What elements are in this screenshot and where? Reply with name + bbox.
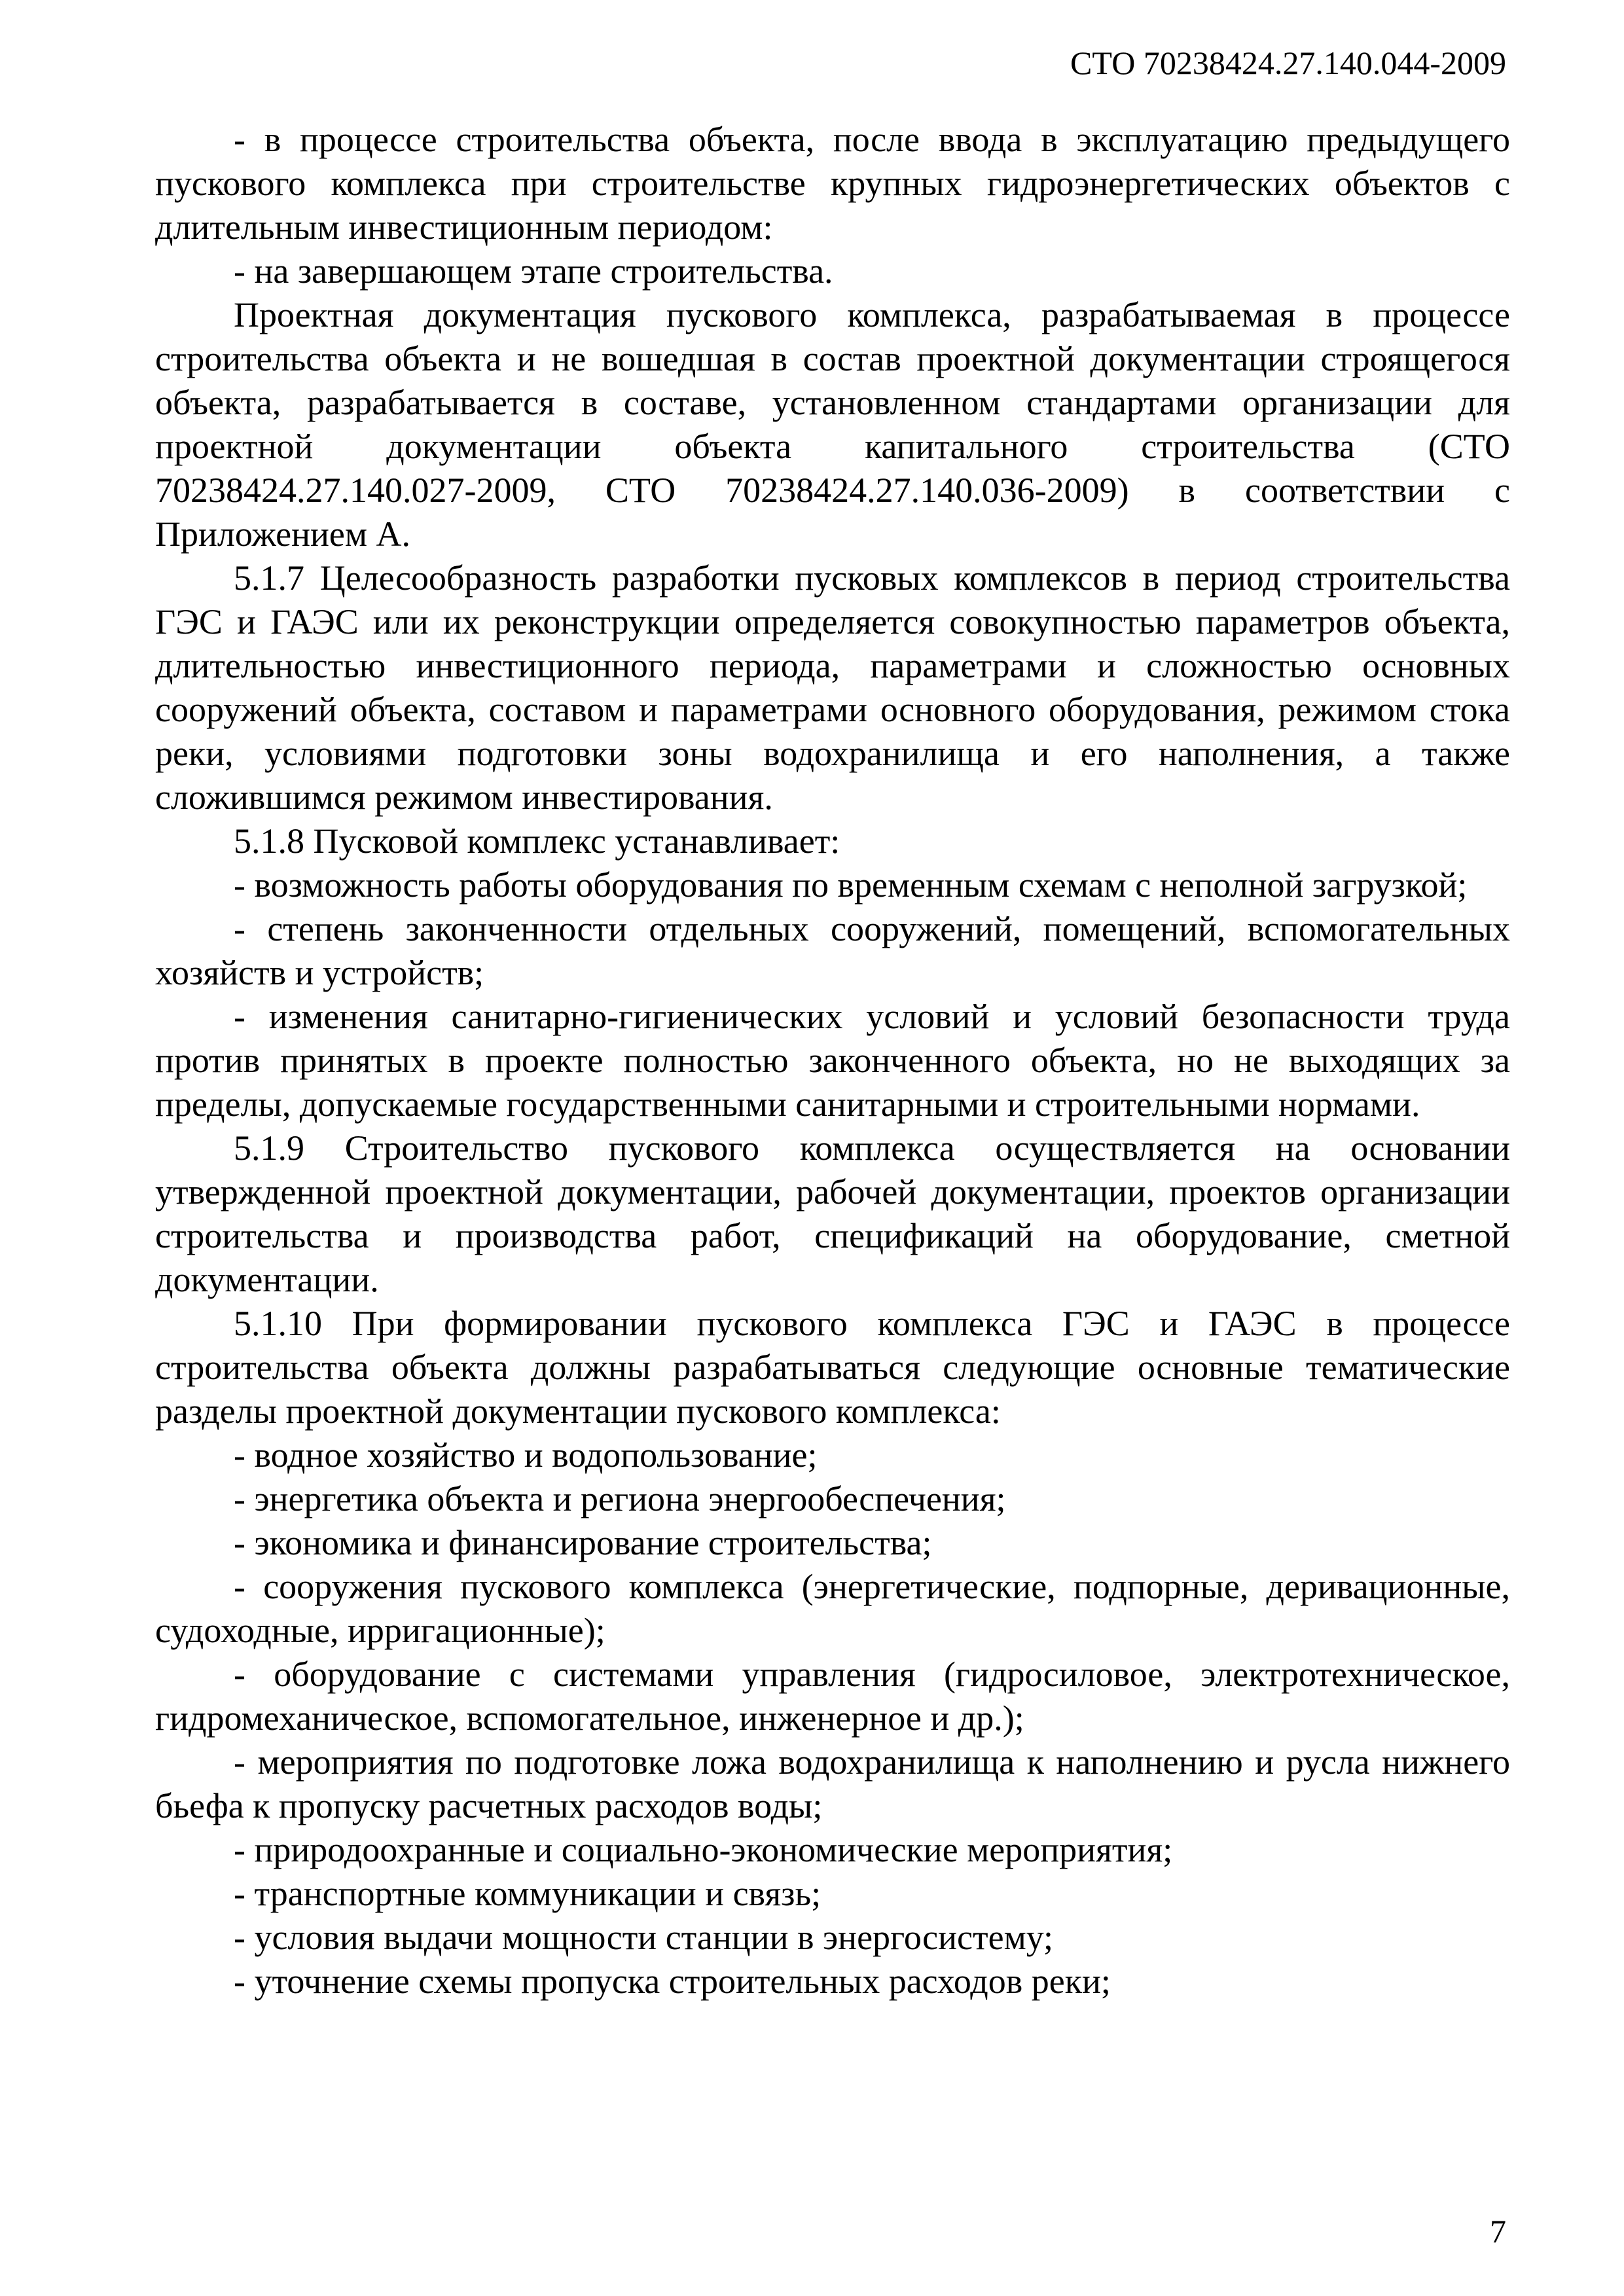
document-body	[155, 118, 1510, 2003]
list-item-7: - сооружения пускового комплекса (энергетические, подпорные, деривационные, судоходные, ирригационные);	[155, 1567, 1510, 1650]
paragraph-5-1-7: 5.1.7 Целесообразность разработки пусковых комплексов в период строительства ГЭС и ГАЭС или их реконструкции определяется совокупностью параметров объекта, длительностью инвестиционного периода, параметрами и сложностью основных сооружений объекта, составом и параметрами основного оборудования, режимом стока реки, условиями подготовки зоны водохранилища и его наполнения, а также сложившимся режимом инвестирования.	[155, 558, 1510, 817]
paragraph-3: Проектная документация пускового комплекса, разрабатываемая в процессе строительства объекта и не вошедшая в состав проектной документации строящегося объекта, разрабатывается в составе, установленном стандартами организации для проектной документации объекта капитального строительства (СТО 70238424.27.140.027-2009, СТО 70238424.27.140.036-2009) в соответствии с Приложением А.	[155, 295, 1510, 554]
list-item-4: - водное хозяйство и водопользование;	[234, 1435, 818, 1475]
list-item-6: - экономика и финансирование строительства;	[234, 1523, 932, 1562]
paragraph-2: - на завершающем этапе строительства.	[234, 251, 833, 291]
paragraph-1: - в процессе строительства объекта, после ввода в эксплуатацию предыдущего пускового комплекса при строительстве крупных гидроэнергетических объектов с длительным инвестиционным периодом:	[155, 120, 1510, 247]
list-item-2: - степень законченности отдельных сооружений, помещений, вспомогательных хозяйств и устройств;	[155, 909, 1510, 992]
list-item-1: - возможность работы оборудования по временным схемам с неполной загрузкой;	[234, 865, 1468, 905]
list-item-13: - уточнение схемы пропуска строительных расходов реки;	[234, 1962, 1111, 2001]
list-item-3: - изменения санитарно-гигиенических условий и условий безопасности труда против принятых в проекте полностью законченного объекта, но не выходящих за пределы, допускаемые государственными санитарными и строительными нормами.	[155, 997, 1510, 1124]
paragraph-5-1-9: 5.1.9 Строительство пускового комплекса осуществляется на основании утвержденной проектной документации, рабочей документации, проектов организации строительства и производства работ, спецификаций на оборудование, сметной документации.	[155, 1128, 1510, 1299]
page-number: 7	[1490, 2213, 1506, 2250]
list-item-5: - энергетика объекта и региона энергообеспечения;	[234, 1479, 1006, 1518]
list-item-9: - мероприятия по подготовке ложа водохранилища к наполнению и русла нижнего бьефа к пропуску расчетных расходов воды;	[155, 1742, 1510, 1825]
list-item-12: - условия выдачи мощности станции в энергосистему;	[234, 1918, 1054, 1957]
list-item-8: - оборудование с системами управления (гидросиловое, электротехническое, гидромеханическое, вспомогательное, инженерное и др.);	[155, 1655, 1510, 1738]
list-item-10: - природоохранные и социально-экономические мероприятия;	[234, 1830, 1173, 1869]
paragraph-5-1-10: 5.1.10 При формировании пускового комплекса ГЭС и ГАЭС в процессе строительства объекта должны разрабатываться следующие основные тематические разделы проектной документации пускового комплекса:	[155, 1304, 1510, 1431]
list-item-11: - транспортные коммуникации и связь;	[234, 1874, 821, 1913]
document-code-header: СТО 70238424.27.140.044-2009	[1070, 45, 1506, 81]
paragraph-5-1-8: 5.1.8 Пусковой комплекс устанавливает:	[234, 821, 840, 861]
